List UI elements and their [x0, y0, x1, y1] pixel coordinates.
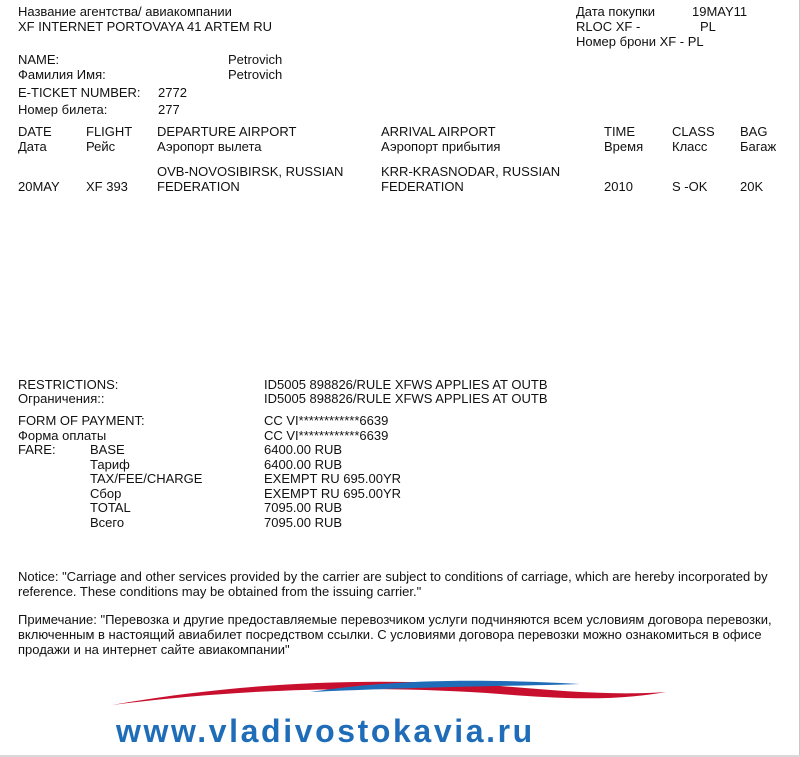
- flight-number: XF 393: [86, 179, 128, 194]
- header-departure-ru: Аэропорт вылета: [157, 139, 262, 154]
- fare-line-value: EXEMPT RU 695.00YR: [264, 486, 402, 501]
- agency-label: Название агентства/ авиакомпании: [18, 4, 232, 19]
- restrictions-label-ru: Ограничения::: [18, 391, 105, 406]
- purchase-date-label: Дата покупки: [576, 4, 655, 19]
- eticket-value: 2772: [158, 85, 187, 100]
- header-flight-ru: Рейс: [86, 139, 116, 154]
- name-label: NAME:: [18, 52, 60, 67]
- restrictions-value-ru: ID5005 898826/RULE XFWS APPLIES AT OUTB: [264, 391, 548, 406]
- departure-airport-line2: FEDERATION: [157, 179, 240, 194]
- ticket-label: Номер билета:: [18, 102, 108, 117]
- header-class-en: CLASS: [672, 124, 715, 139]
- purchase-date: 19MAY11: [692, 4, 748, 19]
- logo-url-text: www.vladivostokavia.ru: [116, 713, 535, 749]
- notice-ru: Примечание: "Перевозка и другие предоставляемые перевозчиком услуги подчиняются всем условиям договора перевозки, включенным в настоящий авиабилет посредством ссылки. С условиями договора перевозки можно ознакомиться в офисе продажи и на интернет сайте авиакомпании": [18, 612, 772, 657]
- arrival-airport-line1: KRR-KRASNODAR, RUSSIAN: [381, 164, 561, 179]
- fullname-value: Petrovich: [228, 67, 283, 82]
- header-bag-en: BAG: [740, 124, 768, 139]
- flight-bag: 20K: [740, 179, 764, 194]
- header-time-ru: Время: [604, 139, 644, 154]
- fare-line-label: Сбор: [90, 486, 122, 501]
- flight-time: 2010: [604, 179, 633, 194]
- header-time-en: TIME: [604, 124, 636, 139]
- fullname-label: Фамилия Имя:: [18, 67, 106, 82]
- fare-line-label: TAX/FEE/CHARGE: [90, 471, 203, 486]
- header-arrival-en: ARRIVAL AIRPORT: [381, 124, 496, 139]
- header-flight-en: FLIGHT: [86, 124, 133, 139]
- booking-number: Номер брони XF - PL: [576, 34, 704, 49]
- payment-value-ru: CC VI************6639: [264, 428, 389, 443]
- payment-label-ru: Форма оплаты: [18, 428, 107, 443]
- flight-class: S -OK: [672, 179, 708, 194]
- fare-line-value: 7095.00 RUB: [264, 500, 343, 515]
- fare-line-value: EXEMPT RU 695.00YR: [264, 471, 402, 486]
- arrival-airport-line2: FEDERATION: [381, 179, 464, 194]
- fare-line-value: 6400.00 RUB: [264, 457, 343, 472]
- header-date-en: DATE: [18, 124, 52, 139]
- fare-line-label: Тариф: [90, 457, 130, 472]
- payment-value-en: CC VI************6639: [264, 413, 389, 428]
- payment-label-en: FORM OF PAYMENT:: [18, 413, 145, 428]
- fare-line-label: BASE: [90, 442, 125, 457]
- name-value: Petrovich: [228, 52, 283, 67]
- ticket-value: 277: [158, 102, 180, 117]
- agency-name: XF INTERNET PORTOVAYA 41 ARTEM RU: [18, 19, 273, 34]
- header-departure-en: DEPARTURE AIRPORT: [157, 124, 297, 139]
- eticket-label: E-TICKET NUMBER:: [18, 85, 141, 100]
- restrictions-label-en: RESTRICTIONS:: [18, 377, 119, 392]
- flight-date: 20MAY: [18, 179, 60, 194]
- departure-airport-line1: OVB-NOVOSIBIRSK, RUSSIAN: [157, 164, 344, 179]
- header-class-ru: Класс: [672, 139, 708, 154]
- fare-label: FARE:: [18, 442, 56, 457]
- restrictions-value-en: ID5005 898826/RULE XFWS APPLIES AT OUTB: [264, 377, 548, 392]
- rloc-value: PL: [700, 19, 716, 34]
- notice-en: Notice: "Carriage and other services provided by the carrier are subject to conditions of carriage, which are hereby incorporated by reference. These conditions may be obtained from the issuing carrier.": [18, 569, 768, 599]
- header-bag-ru: Багаж: [740, 139, 777, 154]
- header-arrival-ru: Аэропорт прибытия: [381, 139, 501, 154]
- fare-line-value: 6400.00 RUB: [264, 442, 343, 457]
- rloc-label: RLOC XF -: [576, 19, 641, 34]
- fare-line-label: Всего: [90, 515, 125, 530]
- airline-swoosh-logo: [110, 672, 670, 712]
- fare-line-value: 7095.00 RUB: [264, 515, 343, 530]
- fare-line-label: TOTAL: [90, 500, 131, 515]
- header-date-ru: Дата: [18, 139, 47, 154]
